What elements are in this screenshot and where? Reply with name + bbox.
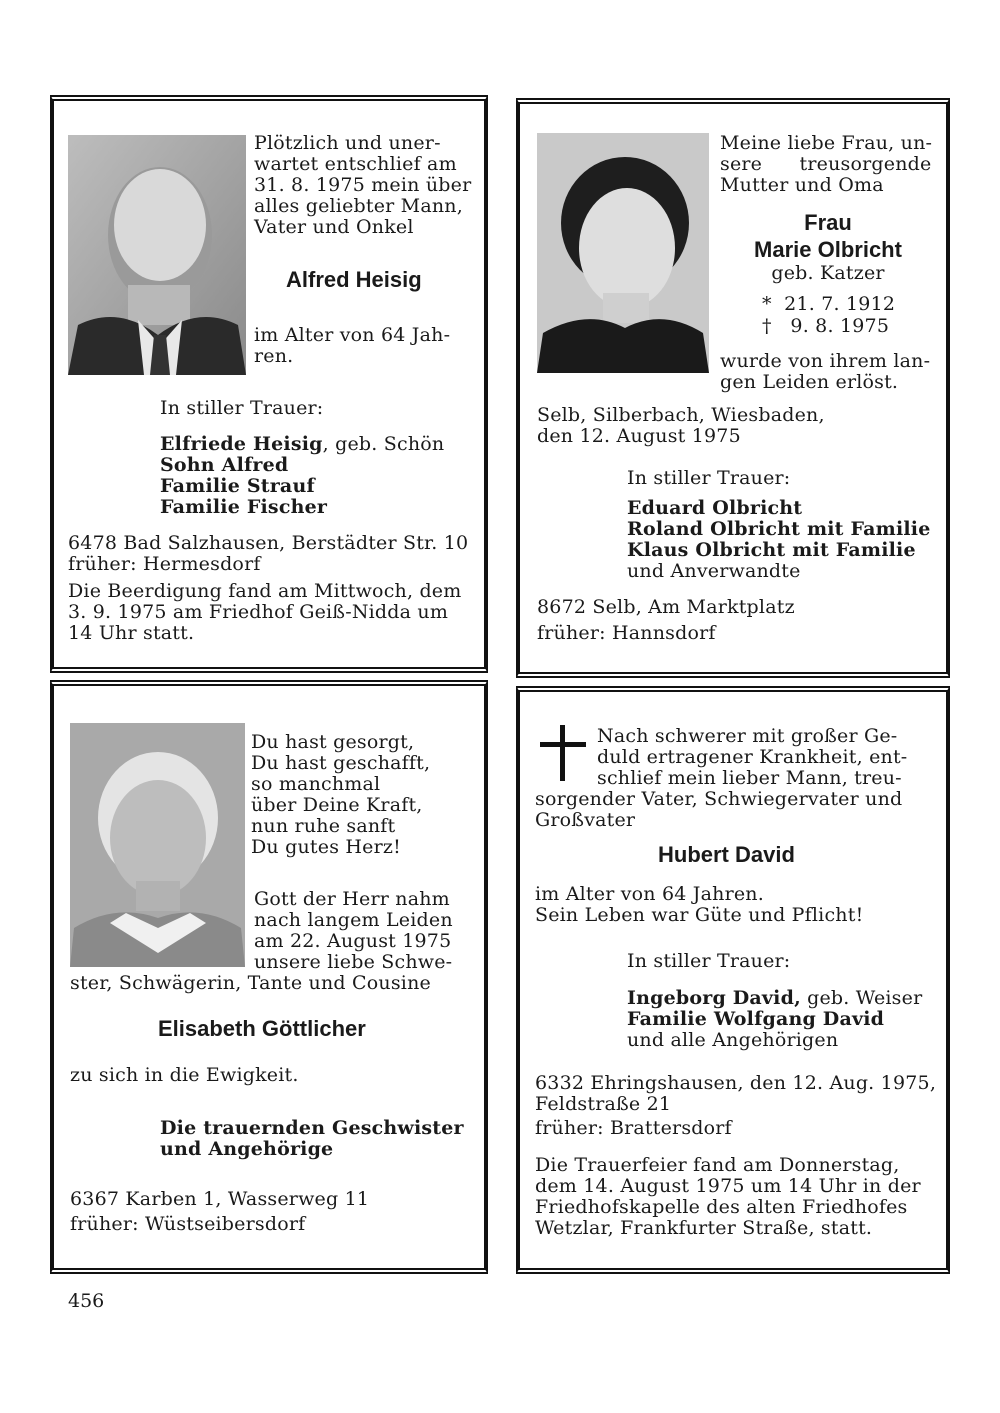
- funeral-line-2: 3. 9. 1975 am Friedhof Geiß-Nidda um: [68, 601, 449, 623]
- portrait-photo-elisabeth-goettlicher: [70, 723, 245, 967]
- mourner-1-suffix: , geb. Schön: [322, 433, 445, 455]
- address-line-1: 6367 Karben 1, Wasserweg 11: [70, 1188, 370, 1210]
- release-line-2: gen Leiden erlöst.: [720, 371, 899, 393]
- deceased-name: Hubert David: [658, 842, 795, 867]
- intro-line-2: duld ertragener Krankheit, ent-: [597, 746, 908, 768]
- mourner-1: Eduard Olbricht: [627, 497, 803, 519]
- text-line-2: nach langem Leiden: [254, 909, 453, 931]
- funeral-line-4: Wetzlar, Frankfurter Straße, statt.: [535, 1217, 873, 1239]
- page-number: 456: [68, 1290, 105, 1312]
- mourner-1: [627, 988, 922, 1009]
- age-line-1: im Alter von 64 Jah-: [254, 324, 451, 346]
- age-line-2: ren.: [254, 345, 294, 367]
- mourners-tail: und Anverwandte: [627, 560, 801, 582]
- intro-line-2: wartet entschlief am: [254, 153, 457, 175]
- intro-line-1: Nach schwerer mit großer Ge-: [597, 725, 898, 747]
- text-line-1: Gott der Herr nahm: [254, 888, 450, 910]
- mourner-1-name: Elfriede Heisig: [160, 433, 323, 455]
- text-line-5: ster, Schwägerin, Tante und Cousine: [70, 972, 431, 994]
- deceased-name: Marie Olbricht: [754, 237, 902, 262]
- address-line-3: früher: Brattersdorf: [535, 1117, 732, 1139]
- address-line-2: früher: Wüstseibersdorf: [70, 1213, 306, 1235]
- address-line-2: früher: Hannsdorf: [537, 622, 716, 644]
- place-date-line-2: den 12. August 1975: [537, 425, 741, 447]
- mourner-4: Familie Fischer: [160, 496, 328, 518]
- age-line-2: Sein Leben war Güte und Pflicht!: [535, 904, 864, 926]
- mourner-1-name: Ingeborg David,: [627, 987, 801, 1009]
- birth-name: geb. Katzer: [771, 262, 885, 284]
- mourners-line-1: Die trauernden Geschwister: [160, 1117, 464, 1139]
- poem-line-5: nun ruhe sanft: [251, 815, 396, 837]
- mourning-label: In stiller Trauer:: [160, 397, 324, 419]
- intro-line-2: sere treusorgende: [720, 153, 932, 175]
- poem-line-4: über Deine Kraft,: [251, 794, 423, 816]
- mourner-3: Familie Strauf: [160, 475, 315, 497]
- place-date-line-1: Selb, Silberbach, Wiesbaden,: [537, 404, 825, 426]
- intro-line-3: schlief mein lieber Mann, treu-: [597, 767, 902, 789]
- mourner-1: [160, 434, 444, 455]
- deceased-title: Frau: [804, 210, 852, 235]
- birth-date: * 21. 7. 1912: [762, 293, 896, 315]
- mourners-tail: und alle Angehörigen: [627, 1029, 839, 1051]
- funeral-line-3: 14 Uhr statt.: [68, 622, 195, 644]
- poem-line-6: Du gutes Herz!: [251, 836, 401, 858]
- funeral-line-1: Die Trauerfeier fand am Donnerstag,: [535, 1154, 900, 1176]
- mourner-2: Roland Olbricht mit Familie: [627, 518, 931, 540]
- intro-line-1: Meine liebe Frau, un-: [720, 132, 933, 154]
- intro-line-1: Plötzlich und uner-: [254, 132, 441, 154]
- portrait-photo-alfred-heisig: [68, 135, 246, 375]
- cross-icon: [540, 725, 586, 781]
- text-line-3: am 22. August 1975: [254, 930, 452, 952]
- death-date: † 9. 8. 1975: [762, 315, 890, 337]
- mourner-3: Klaus Olbricht mit Familie: [627, 539, 916, 561]
- intro-line-5: Großvater: [535, 809, 636, 831]
- intro-line-3: 31. 8. 1975 mein über: [254, 174, 472, 196]
- address-line-2: Feldstraße 21: [535, 1093, 672, 1115]
- intro-line-5: Vater und Onkel: [254, 216, 414, 238]
- intro-line-4: alles geliebter Mann,: [254, 195, 463, 217]
- release-line-1: wurde von ihrem lan-: [720, 350, 931, 372]
- mourners-line-2: und Angehörige: [160, 1138, 334, 1160]
- text-line-4: unsere liebe Schwe-: [254, 951, 453, 973]
- mourner-2: Sohn Alfred: [160, 454, 289, 476]
- mourning-label: In stiller Trauer:: [627, 950, 791, 972]
- address-line-1: 8672 Selb, Am Marktplatz: [537, 596, 795, 618]
- after-name-text: zu sich in die Ewigkeit.: [70, 1064, 299, 1086]
- poem-line-1: Du hast gesorgt,: [251, 731, 415, 753]
- poem-line-2: Du hast geschafft,: [251, 752, 431, 774]
- mourner-2: Familie Wolfgang David: [627, 1008, 885, 1030]
- intro-line-3: Mutter und Oma: [720, 174, 884, 196]
- portrait-photo-marie-olbricht: [537, 133, 709, 373]
- address-line-1: 6478 Bad Salzhausen, Berstädter Str. 10: [68, 532, 469, 554]
- address-line-2: früher: Hermesdorf: [68, 553, 261, 575]
- intro-line-4: sorgender Vater, Schwiegervater und: [535, 788, 903, 810]
- deceased-name: Elisabeth Göttlicher: [158, 1016, 366, 1041]
- deceased-name: Alfred Heisig: [286, 267, 422, 292]
- funeral-line-1: Die Beerdigung fand am Mittwoch, dem: [68, 580, 462, 602]
- age-line-1: im Alter von 64 Jahren.: [535, 883, 764, 905]
- funeral-line-3: Friedhofskapelle des alten Friedhofes: [535, 1196, 908, 1218]
- mourning-label: In stiller Trauer:: [627, 467, 791, 489]
- address-line-1: 6332 Ehringshausen, den 12. Aug. 1975,: [535, 1072, 937, 1094]
- poem-line-3: so manchmal: [251, 773, 381, 795]
- funeral-line-2: dem 14. August 1975 um 14 Uhr in der: [535, 1175, 921, 1197]
- mourner-1-suffix: geb. Weiser: [800, 987, 923, 1009]
